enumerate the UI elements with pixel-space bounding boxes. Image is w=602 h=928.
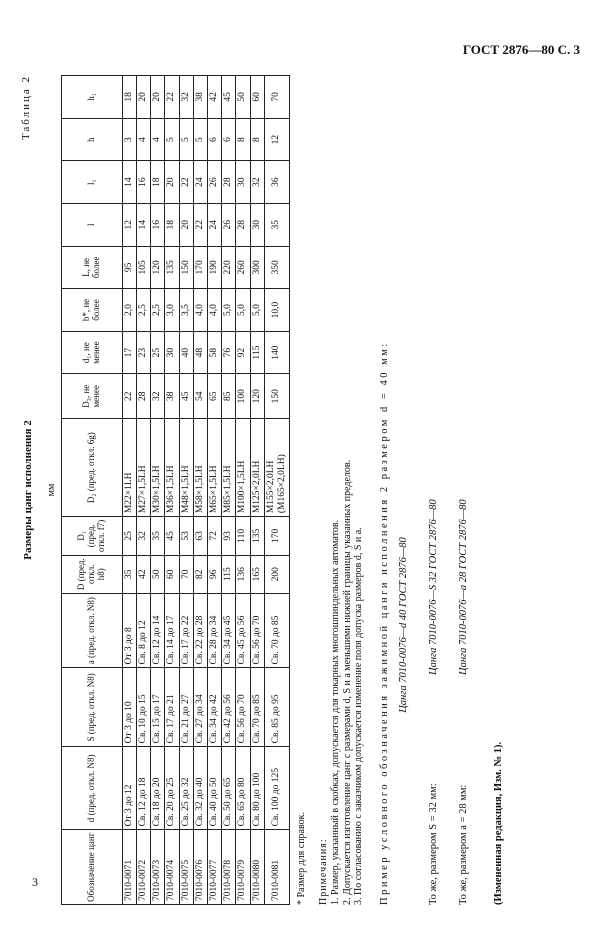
table-cell: Св. 85 до 95	[264, 668, 289, 747]
table-cell: 170	[193, 246, 207, 289]
table-cell: 260	[236, 246, 250, 289]
table-cell: 18	[165, 203, 179, 246]
table-cell: Св. 50 до 65	[222, 747, 236, 830]
table-cell: 30	[236, 161, 250, 204]
column-header: a (пред. откл. N8)	[61, 593, 122, 668]
table-cell: 22	[122, 374, 136, 419]
column-header: D₁ (пред. откл. f7)	[61, 517, 122, 555]
table-cell: 32	[179, 76, 193, 119]
table-cell: 12	[264, 118, 289, 161]
table-cell: 35	[151, 517, 165, 555]
example-item-label: То же, размером S = 32 мм:	[427, 783, 439, 905]
table-cell: 5,0	[236, 289, 250, 332]
table-cell: 63	[193, 517, 207, 555]
table-cell: 30	[250, 203, 264, 246]
table-cell: 100	[236, 374, 250, 419]
table-cell: 70	[264, 76, 289, 119]
table-cell: Св. 100 до 125	[264, 747, 289, 830]
table-cell: 6	[208, 118, 222, 161]
table-cell: 42	[208, 76, 222, 119]
table-cell: Св. 21 до 27	[179, 668, 193, 747]
table-cell: 7010-0074	[165, 830, 179, 905]
table-cell: M58×1,5LH	[193, 419, 207, 517]
table-cell: 45	[179, 374, 193, 419]
table-cell: 14	[137, 203, 151, 246]
example-item	[458, 75, 470, 905]
table-cell: 6	[222, 118, 236, 161]
table-row	[236, 76, 250, 905]
table-cell: 35	[122, 555, 136, 593]
table-cell: 93	[222, 517, 236, 555]
table-cell: 5	[165, 118, 179, 161]
table-cell: Св. 34 до 45	[222, 593, 236, 668]
table-cell: 38	[193, 76, 207, 119]
example-item-label: То же, размером a = 28 мм:	[458, 784, 470, 905]
table-cell: 8	[250, 118, 264, 161]
table-cell: 26	[208, 161, 222, 204]
table-cell: 5	[179, 118, 193, 161]
table-cell: Св. 15 до 17	[151, 668, 165, 747]
table-cell: 190	[208, 246, 222, 289]
amendment-note: (Измененная редакция, Изм. № 1).	[492, 741, 504, 905]
table-row	[250, 76, 264, 905]
example-item-value: Цанга 7010-0076—a 28 ГОСТ 2876—80	[458, 499, 470, 675]
table-cell: От 3 до 12	[122, 747, 136, 830]
table-cell: 45	[165, 517, 179, 555]
table-cell: 2,0	[122, 289, 136, 332]
table-cell: 2,5	[151, 289, 165, 332]
table-cell: 3	[122, 118, 136, 161]
table-cell: От 3 до 8	[122, 593, 136, 668]
table-cell: 4	[137, 118, 151, 161]
table-cell: Св. 10 до 15	[137, 668, 151, 747]
table-cell: Св. 34 до 42	[208, 668, 222, 747]
table-cell: 3,5	[179, 289, 193, 332]
table-cell: M155×2,0LH (M165×2,0LH)	[264, 419, 289, 517]
table-cell: Св. 65 до 80	[236, 747, 250, 830]
column-header: S (пред. откл. N8)	[61, 668, 122, 747]
table-cell: 14	[122, 161, 136, 204]
table-cell: 105	[137, 246, 151, 289]
table-cell: Св. 45 до 56	[236, 593, 250, 668]
table-cell: 150	[179, 246, 193, 289]
column-header: D₃, не менее	[61, 374, 122, 419]
table-cell: 53	[179, 517, 193, 555]
note-item: 2. Допускается изготовление цанг с размерами d, S и a меньшими нижней границы указанных пределов.	[341, 459, 353, 905]
table-cell: Св. 70 до 85	[264, 593, 289, 668]
table-cell: 165	[250, 555, 264, 593]
table-cell: M22×1LH	[122, 419, 136, 517]
table-row	[264, 76, 289, 905]
page-header: ГОСТ 2876—80 С. 3	[462, 42, 580, 57]
table-cell: 350	[264, 246, 289, 289]
table-cell: 28	[236, 203, 250, 246]
table-cell: 5	[193, 118, 207, 161]
table-cell: 92	[236, 331, 250, 374]
unit-label: мм	[46, 483, 57, 497]
table-cell: 24	[208, 203, 222, 246]
table-cell: 16	[151, 203, 165, 246]
table-cell: Св. 14 до 17	[165, 593, 179, 668]
table-cell: 36	[264, 161, 289, 204]
table-cell: Св. 17 до 22	[179, 593, 193, 668]
table-cell: Св. 40 до 50	[208, 747, 222, 830]
table-cell: 23	[137, 331, 151, 374]
table-cell: Св. 70 до 85	[250, 668, 264, 747]
table-header-row	[61, 76, 122, 905]
table-cell: Св. 56 до 70	[250, 593, 264, 668]
table-cell: 7010-0072	[137, 830, 151, 905]
table-cell: 7010-0078	[222, 830, 236, 905]
table-cell: 38	[165, 374, 179, 419]
table-cell: M65×1,5LH	[208, 419, 222, 517]
table-cell: 22	[193, 203, 207, 246]
table-cell: От 3 до 10	[122, 668, 136, 747]
table-cell: 32	[137, 517, 151, 555]
table-cell: M36×1,5LH	[165, 419, 179, 517]
table-cell: 135	[250, 517, 264, 555]
table-cell: 72	[208, 517, 222, 555]
table-cell: 120	[250, 374, 264, 419]
table-cell: 7010-0079	[236, 830, 250, 905]
table-cell: 45	[222, 76, 236, 119]
table-cell: 65	[208, 374, 222, 419]
column-header: D₂ (пред. откл. 6g)	[61, 419, 122, 517]
column-header: l₁	[61, 161, 122, 204]
table-cell: 115	[250, 331, 264, 374]
table-cell: 2,5	[137, 289, 151, 332]
table-cell: M48×1,5LH	[179, 419, 193, 517]
table-cell: 76	[222, 331, 236, 374]
example-item	[428, 75, 440, 905]
table-cell: 18	[151, 161, 165, 204]
table-cell: 140	[264, 331, 289, 374]
table-cell: 17	[122, 331, 136, 374]
table-cell: 24	[193, 161, 207, 204]
table-cell: 120	[151, 246, 165, 289]
page-number: 3	[32, 875, 38, 889]
table-cell: 22	[165, 76, 179, 119]
table-cell: Св. 42 до 56	[222, 668, 236, 747]
example-designation: Цанга 7010-0076—d 40 ГОСТ 2876—80	[397, 537, 409, 713]
notes-block	[296, 75, 365, 905]
column-header: L, не более	[61, 246, 122, 289]
table-cell: 7010-0071	[122, 830, 136, 905]
table-cell: 200	[264, 555, 289, 593]
table-cell: 25	[151, 331, 165, 374]
table-cell: 4	[151, 118, 165, 161]
table-cell: 16	[137, 161, 151, 204]
column-header: b*, не более	[61, 289, 122, 332]
table-cell: 20	[137, 76, 151, 119]
table-cell: 48	[193, 331, 207, 374]
table-cell: 110	[236, 517, 250, 555]
table-row	[122, 76, 136, 905]
table-cell: 8	[236, 118, 250, 161]
table-cell: 10,0	[264, 289, 289, 332]
table-cell: Св. 12 до 18	[137, 747, 151, 830]
table-cell: 7010-0081	[264, 830, 289, 905]
table-cell: M125×2,0LH	[250, 419, 264, 517]
table-cell: M85×1,5LH	[222, 419, 236, 517]
note-item: 1. Размер, указанный в скобках, допускается для токарных многошпиндельных автоматов.	[329, 519, 341, 905]
table-row	[137, 76, 151, 905]
table-cell: 20	[179, 203, 193, 246]
table-cell: 12	[122, 203, 136, 246]
table-cell: 5,0	[222, 289, 236, 332]
table-row	[222, 76, 236, 905]
table-cell: 4,0	[193, 289, 207, 332]
table-cell: 7010-0077	[208, 830, 222, 905]
table-cell: 25	[122, 517, 136, 555]
footnote: * Размер для справок.	[296, 812, 308, 905]
table-cell: 28	[222, 161, 236, 204]
example-block	[379, 75, 471, 905]
notes-heading: Примечания:	[318, 838, 330, 905]
table-cell: 50	[151, 555, 165, 593]
table-cell: M27×1,5LH	[137, 419, 151, 517]
dimensions-table	[61, 75, 290, 905]
column-header: d (пред. откл. N8)	[61, 747, 122, 830]
table-row	[151, 76, 165, 905]
table-cell: 30	[165, 331, 179, 374]
table-label: Таблица 2	[20, 75, 32, 141]
table-row	[208, 76, 222, 905]
table-cell: Св. 20 до 25	[165, 747, 179, 830]
table-cell: 58	[208, 331, 222, 374]
table-cell: Св. 25 до 32	[179, 747, 193, 830]
column-header: Обозначение цанг	[61, 830, 122, 905]
table-cell: 150	[264, 374, 289, 419]
table-cell: 42	[137, 555, 151, 593]
table-cell: 96	[208, 555, 222, 593]
table-cell: Св. 12 до 14	[151, 593, 165, 668]
table-cell: Св. 32 до 40	[193, 747, 207, 830]
table-cell: 135	[165, 246, 179, 289]
table-cell: 7010-0080	[250, 830, 264, 905]
table-cell: 220	[222, 246, 236, 289]
table-cell: 300	[250, 246, 264, 289]
column-header: l	[61, 203, 122, 246]
column-header: h	[61, 118, 122, 161]
table-cell: 40	[179, 331, 193, 374]
table-cell: 20	[165, 161, 179, 204]
table-cell: 20	[151, 76, 165, 119]
table-cell: Св. 28 до 34	[208, 593, 222, 668]
table-cell: 70	[179, 555, 193, 593]
column-header: D (пред. откл. h8)	[61, 555, 122, 593]
table-row	[165, 76, 179, 905]
table-cell: 28	[137, 374, 151, 419]
table-cell: 82	[193, 555, 207, 593]
table-cell: Св. 18 до 20	[151, 747, 165, 830]
example-intro: Пример условного обозначения зажимной цанги исполнения 2 размером d = 40 мм:	[379, 341, 391, 905]
table-cell: 54	[193, 374, 207, 419]
table-row	[179, 76, 193, 905]
table-cell: 7010-0073	[151, 830, 165, 905]
table-cell: 60	[250, 76, 264, 119]
table-cell: 136	[236, 555, 250, 593]
table-cell: 115	[222, 555, 236, 593]
table-cell: Св. 56 до 70	[236, 668, 250, 747]
table-cell: M30×1,5LH	[151, 419, 165, 517]
rotated-content	[20, 75, 580, 905]
table-cell: Св. 17 до 21	[165, 668, 179, 747]
table-cell: 4,0	[208, 289, 222, 332]
table-cell: Св. 80 до 100	[250, 747, 264, 830]
example-item-value: Цанга 7010-0076—S 32 ГОСТ 2876—80	[427, 499, 439, 675]
table-cell: M100×1,5LH	[236, 419, 250, 517]
table-title: Размеры цанг исполнения 2	[22, 420, 34, 560]
table-cell: 18	[122, 76, 136, 119]
table-cell: 50	[236, 76, 250, 119]
table-cell: 32	[151, 374, 165, 419]
table-cell: 32	[250, 161, 264, 204]
column-header: h₁	[61, 76, 122, 119]
table-cell: 7010-0075	[179, 830, 193, 905]
table-cell: 35	[264, 203, 289, 246]
table-cell: 85	[222, 374, 236, 419]
table-cell: 60	[165, 555, 179, 593]
table-cell: 5,0	[250, 289, 264, 332]
table-cell: 95	[122, 246, 136, 289]
table-cell: Св. 27 до 34	[193, 668, 207, 747]
table-cell: 7010-0076	[193, 830, 207, 905]
table-cell: 170	[264, 517, 289, 555]
column-header: d₁, не менее	[61, 331, 122, 374]
table-row	[193, 76, 207, 905]
table-cell: Св. 8 до 12	[137, 593, 151, 668]
table-cell: 22	[179, 161, 193, 204]
note-item: 3. По согласованию с заказчиком допускается изменение поля допуска размеров d, S и a.	[353, 527, 365, 905]
table-cell: Св. 22 до 28	[193, 593, 207, 668]
table-cell: 3,0	[165, 289, 179, 332]
table-cell: 26	[222, 203, 236, 246]
